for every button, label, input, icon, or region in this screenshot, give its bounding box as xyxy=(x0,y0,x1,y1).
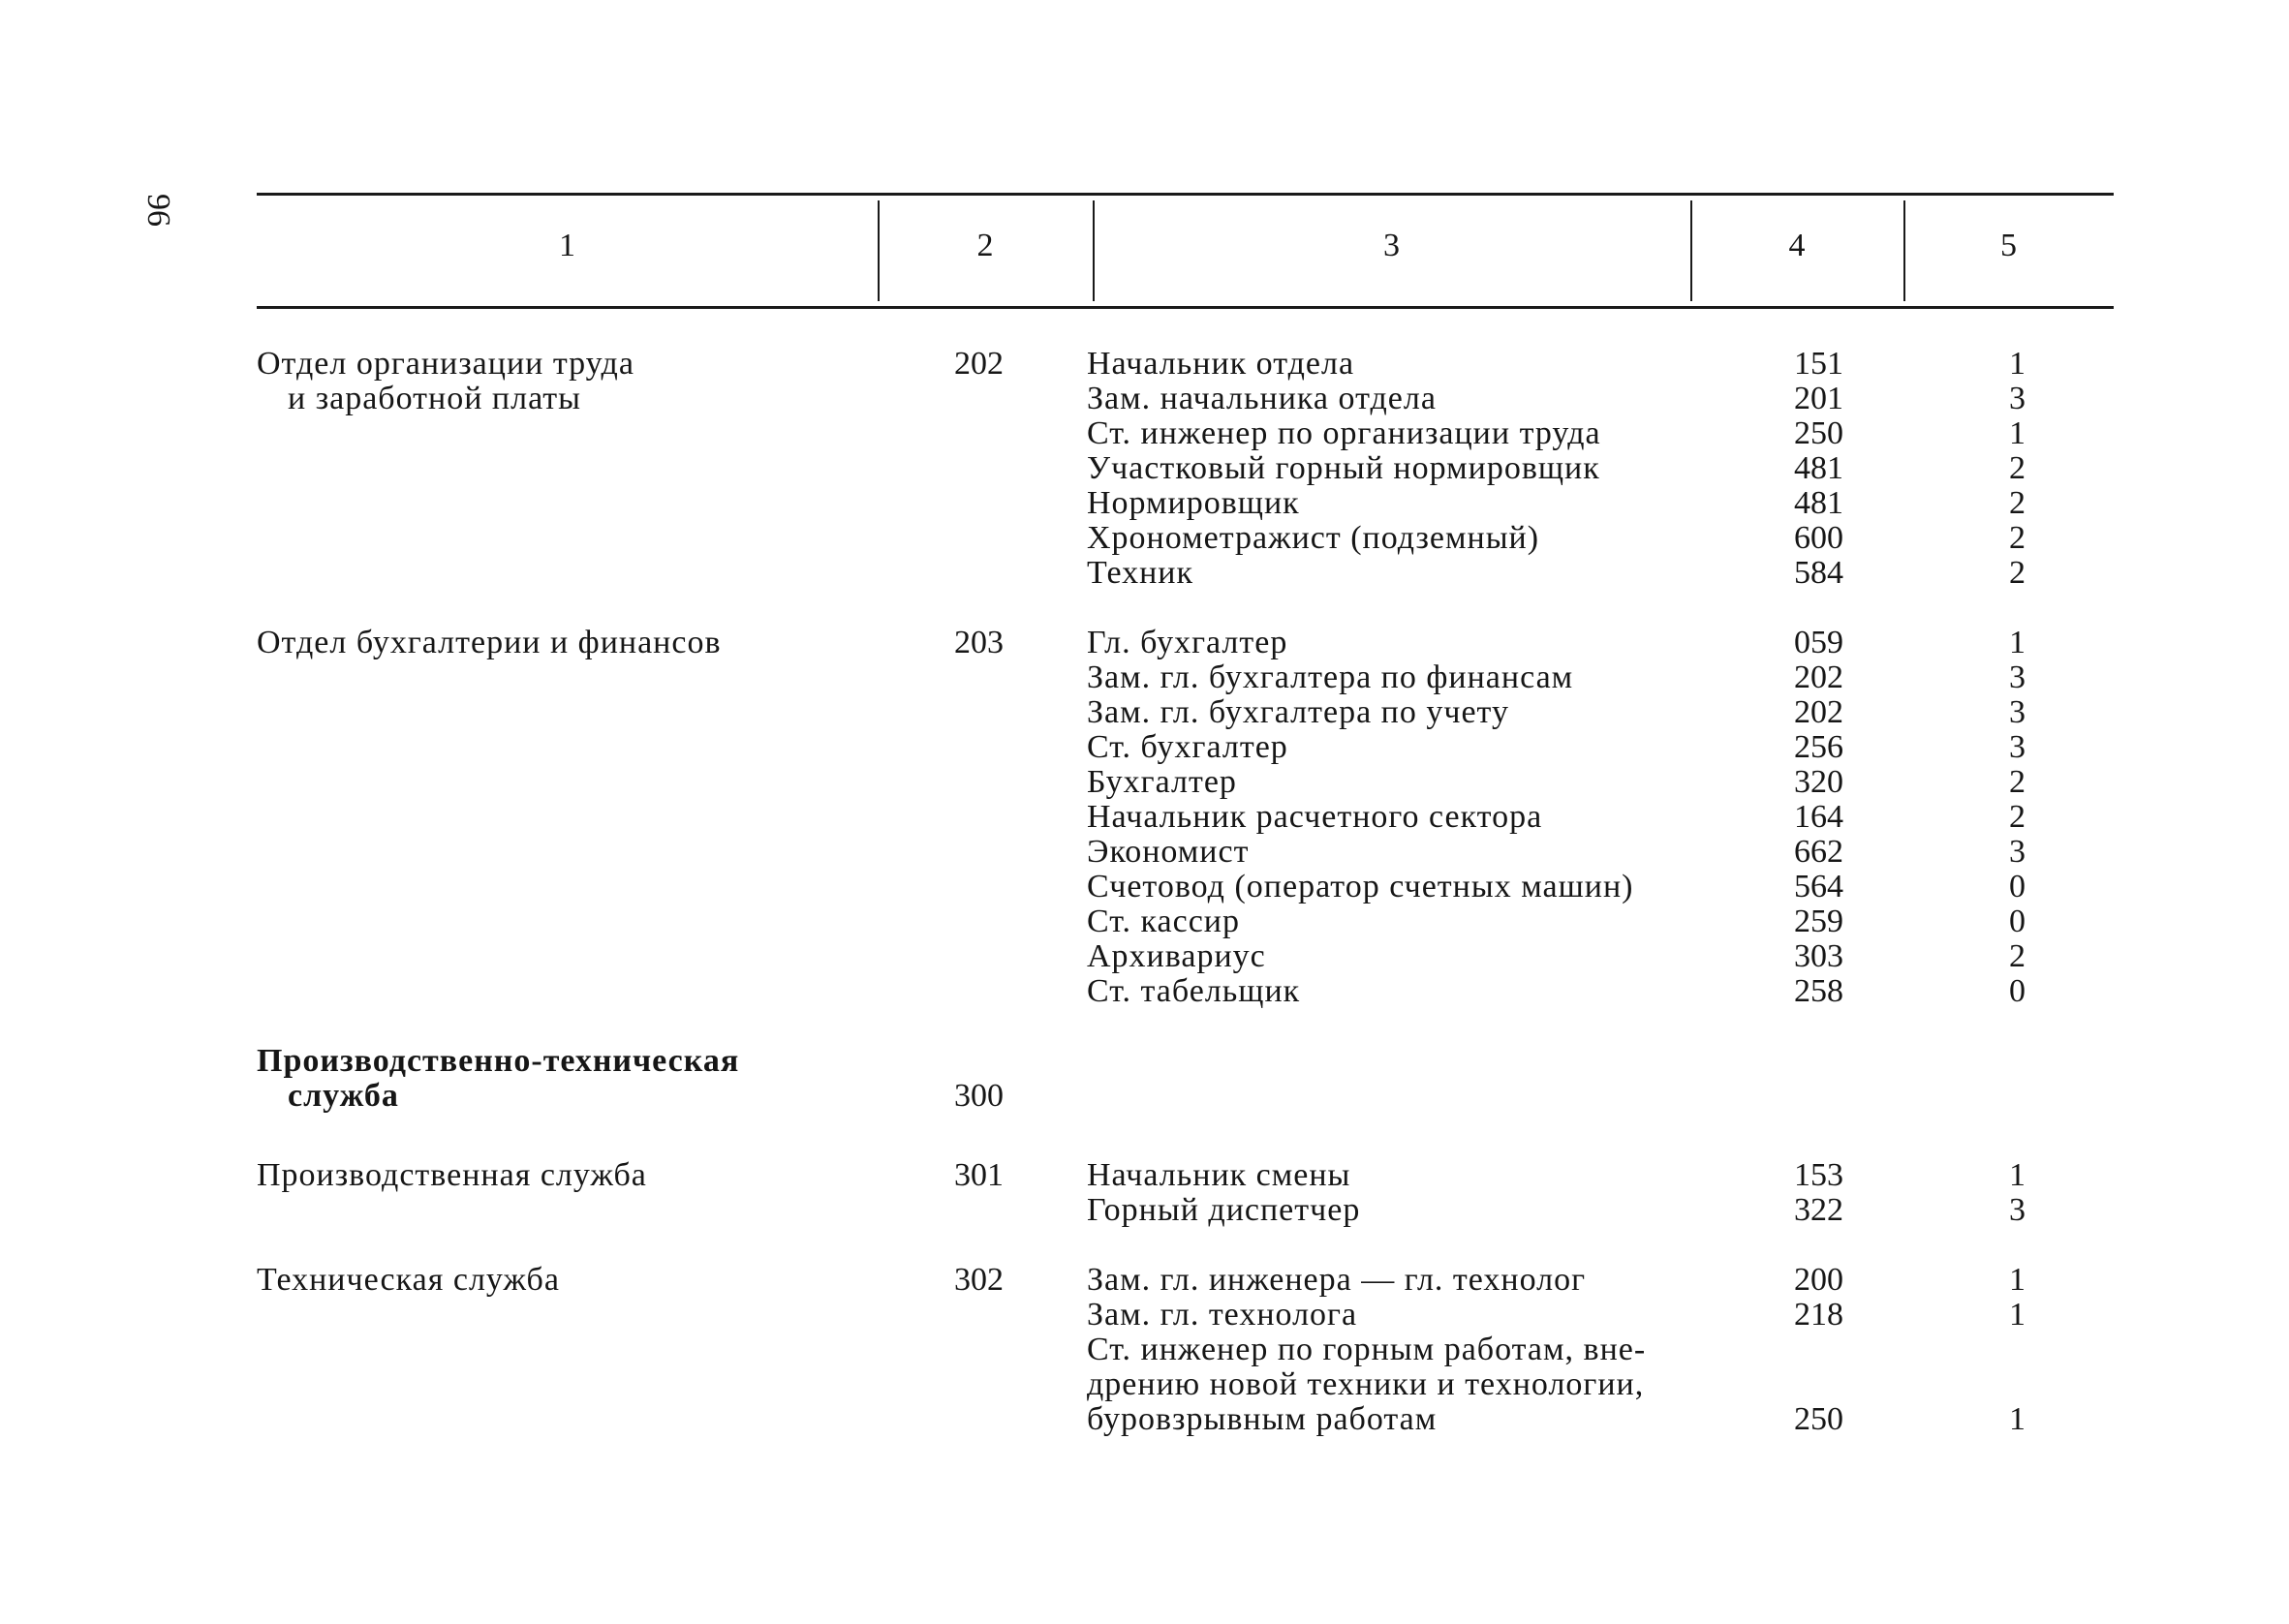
column-header-1: 1 xyxy=(559,228,575,263)
position-code: 320 xyxy=(1794,764,1843,800)
position-count: 1 xyxy=(2009,1157,2026,1193)
position-title: Горный диспетчер xyxy=(1087,1192,1361,1228)
position-count: 3 xyxy=(2009,694,2026,730)
table-header-rule xyxy=(257,306,2114,309)
position-code: 164 xyxy=(1794,799,1843,835)
position-count: 2 xyxy=(2009,555,2026,591)
position-count: 3 xyxy=(2009,381,2026,416)
position-count: 2 xyxy=(2009,799,2026,835)
position-title: Ст. инженер по организации труда xyxy=(1087,415,1601,451)
position-title: Зам. гл. бухгалтера по финансам xyxy=(1087,659,1574,695)
section-code: 202 xyxy=(954,346,1004,382)
position-title: Техник xyxy=(1087,555,1194,591)
position-count: 0 xyxy=(2009,973,2026,1009)
position-title: Участковый горный нормировщик xyxy=(1087,450,1600,486)
position-count: 1 xyxy=(2009,1297,2026,1333)
page-number: 96 xyxy=(140,194,176,227)
position-count: 2 xyxy=(2009,485,2026,521)
section-code: 300 xyxy=(954,1078,1004,1114)
position-count: 1 xyxy=(2009,625,2026,660)
position-title: Зам. гл. инженера — гл. технолог xyxy=(1087,1262,1587,1298)
position-code: 250 xyxy=(1794,415,1843,451)
position-code: 564 xyxy=(1794,869,1843,904)
position-count: 2 xyxy=(2009,520,2026,556)
position-code: 151 xyxy=(1794,346,1843,382)
section-code: 203 xyxy=(954,625,1004,660)
position-count: 2 xyxy=(2009,450,2026,486)
position-code: 256 xyxy=(1794,729,1843,765)
position-count: 0 xyxy=(2009,869,2026,904)
position-count: 2 xyxy=(2009,938,2026,974)
position-title: Бухгалтер xyxy=(1087,764,1237,800)
position-code: 201 xyxy=(1794,381,1843,416)
position-code: 200 xyxy=(1794,1262,1843,1298)
position-title: Ст. кассир xyxy=(1087,904,1241,939)
position-code: 481 xyxy=(1794,485,1843,521)
position-code: 059 xyxy=(1794,625,1843,660)
section-name: Отдел бухгалтерии и финансов xyxy=(257,625,722,660)
position-title: буровзрывным работам xyxy=(1087,1401,1438,1437)
position-title: Экономист xyxy=(1087,834,1250,870)
position-code: 218 xyxy=(1794,1297,1843,1333)
position-title: Начальник смены xyxy=(1087,1157,1351,1193)
section-name: Техническая служба xyxy=(257,1262,560,1298)
column-header-4: 4 xyxy=(1788,228,1806,263)
section-name: Производственная служба xyxy=(257,1157,647,1193)
position-code: 600 xyxy=(1794,520,1843,556)
position-count: 0 xyxy=(2009,904,2026,939)
section-name: Отдел организации труда xyxy=(257,346,634,382)
position-code: 202 xyxy=(1794,694,1843,730)
position-title: Гл. бухгалтер xyxy=(1087,625,1288,660)
position-count: 1 xyxy=(2009,415,2026,451)
position-count: 1 xyxy=(2009,1262,2026,1298)
position-count: 3 xyxy=(2009,834,2026,870)
position-count: 1 xyxy=(2009,1401,2026,1437)
position-code: 258 xyxy=(1794,973,1843,1009)
position-count: 2 xyxy=(2009,764,2026,800)
position-code: 584 xyxy=(1794,555,1843,591)
position-code: 202 xyxy=(1794,659,1843,695)
position-count: 3 xyxy=(2009,729,2026,765)
position-title: Начальник расчетного сектора xyxy=(1087,799,1543,835)
position-title: Зам. гл. технолога xyxy=(1087,1297,1358,1333)
position-title: Счетовод (оператор счетных машин) xyxy=(1087,869,1634,904)
position-code: 303 xyxy=(1794,938,1843,974)
position-title: Нормировщик xyxy=(1087,485,1300,521)
position-count: 3 xyxy=(2009,659,2026,695)
section-name: Производственно-техническая xyxy=(257,1043,740,1079)
position-code: 259 xyxy=(1794,904,1843,939)
position-title: Начальник отдела xyxy=(1087,346,1355,382)
column-header-5: 5 xyxy=(2000,228,2017,263)
position-title: Архивариус xyxy=(1087,938,1266,974)
section-code: 302 xyxy=(954,1262,1004,1298)
section-name: и заработной платы xyxy=(288,381,581,416)
column-header-3: 3 xyxy=(1383,228,1400,263)
position-title: Хронометражист (подземный) xyxy=(1087,520,1540,556)
position-code: 250 xyxy=(1794,1401,1843,1437)
position-title: Зам. начальника отдела xyxy=(1087,381,1437,416)
position-count: 1 xyxy=(2009,346,2026,382)
position-title: Ст. инженер по горным работам, вне- xyxy=(1087,1332,1647,1367)
section-code: 301 xyxy=(954,1157,1004,1193)
table-top-rule xyxy=(257,193,2114,196)
position-code: 481 xyxy=(1794,450,1843,486)
position-title: дрению новой техники и технологии, xyxy=(1087,1366,1645,1402)
position-title: Зам. гл. бухгалтера по учету xyxy=(1087,694,1509,730)
position-count: 3 xyxy=(2009,1192,2026,1228)
position-code: 322 xyxy=(1794,1192,1843,1228)
position-title: Ст. табельщик xyxy=(1087,973,1301,1009)
position-code: 662 xyxy=(1794,834,1843,870)
position-code: 153 xyxy=(1794,1157,1843,1193)
section-name: служба xyxy=(288,1078,399,1114)
position-title: Ст. бухгалтер xyxy=(1087,729,1288,765)
column-header-2: 2 xyxy=(976,228,994,263)
